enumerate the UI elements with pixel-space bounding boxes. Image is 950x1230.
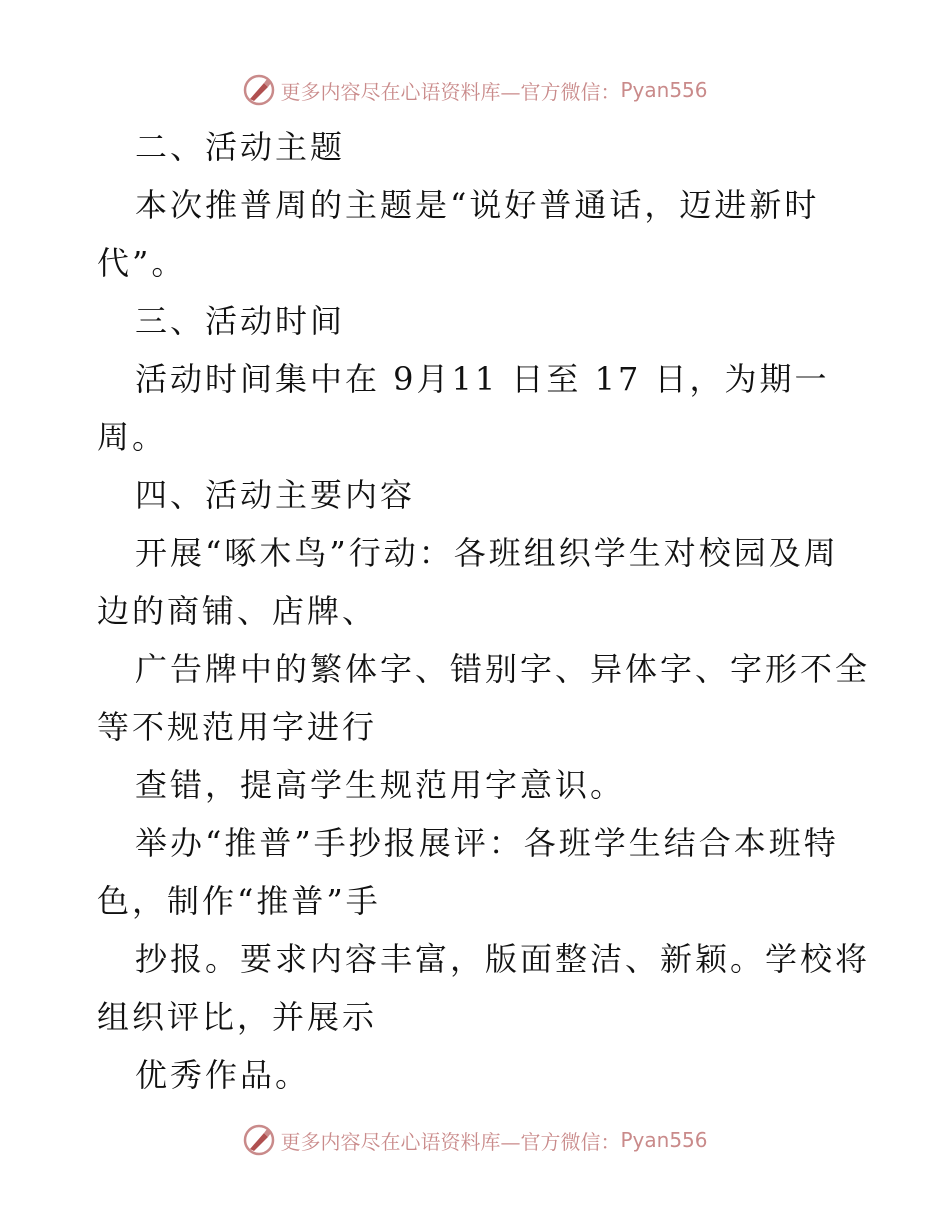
section-heading-content: 四、活动主要内容 [135,476,416,514]
header-watermark [0,70,950,110]
paragraph-line: 活动时间集中在 9月11 日至 17 日，为期一 [135,360,830,398]
paragraph-line: 代”。 [97,244,187,282]
paragraph-line: 抄报。要求内容丰富，版面整洁、新颖。学校将 [135,940,871,978]
watermark-id: Pyan556 [620,78,708,102]
pen-logo-icon [242,1123,276,1157]
paragraph-line: 组织评比，并展示 [97,998,378,1036]
footer-watermark [0,1120,950,1160]
body-text [97,118,871,1104]
paragraph-line: 本次推普周的主题是“说好普通话，迈进新时 [135,186,820,224]
watermark-text: 更多内容尽在心语资料库—官方微信： [280,1129,621,1154]
paragraph-line: 开展“啄木鸟”行动：各班组织学生对校园及周 [135,534,839,572]
paragraph-line: 优秀作品。 [135,1056,311,1094]
watermark-text: 更多内容尽在心语资料库—官方微信： [280,79,621,104]
watermark-id: Pyan556 [620,1128,708,1152]
paragraph-line: 广告牌中的繁体字、错别字、异体字、字形不全 [135,650,871,688]
paragraph-line: 色，制作“推普”手 [97,882,381,920]
section-heading-theme: 二、活动主题 [135,128,346,166]
paragraph-line: 边的商铺、店牌、 [97,592,378,630]
paragraph-line: 周。 [97,418,168,456]
section-heading-time: 三、活动时间 [135,302,346,340]
pen-logo-icon [242,73,276,107]
paragraph-line: 等不规范用字进行 [97,708,378,746]
paragraph-line: 查错，提高学生规范用字意识。 [135,766,626,804]
paragraph-line: 举办“推普”手抄报展评：各班学生结合本班特 [135,824,839,862]
